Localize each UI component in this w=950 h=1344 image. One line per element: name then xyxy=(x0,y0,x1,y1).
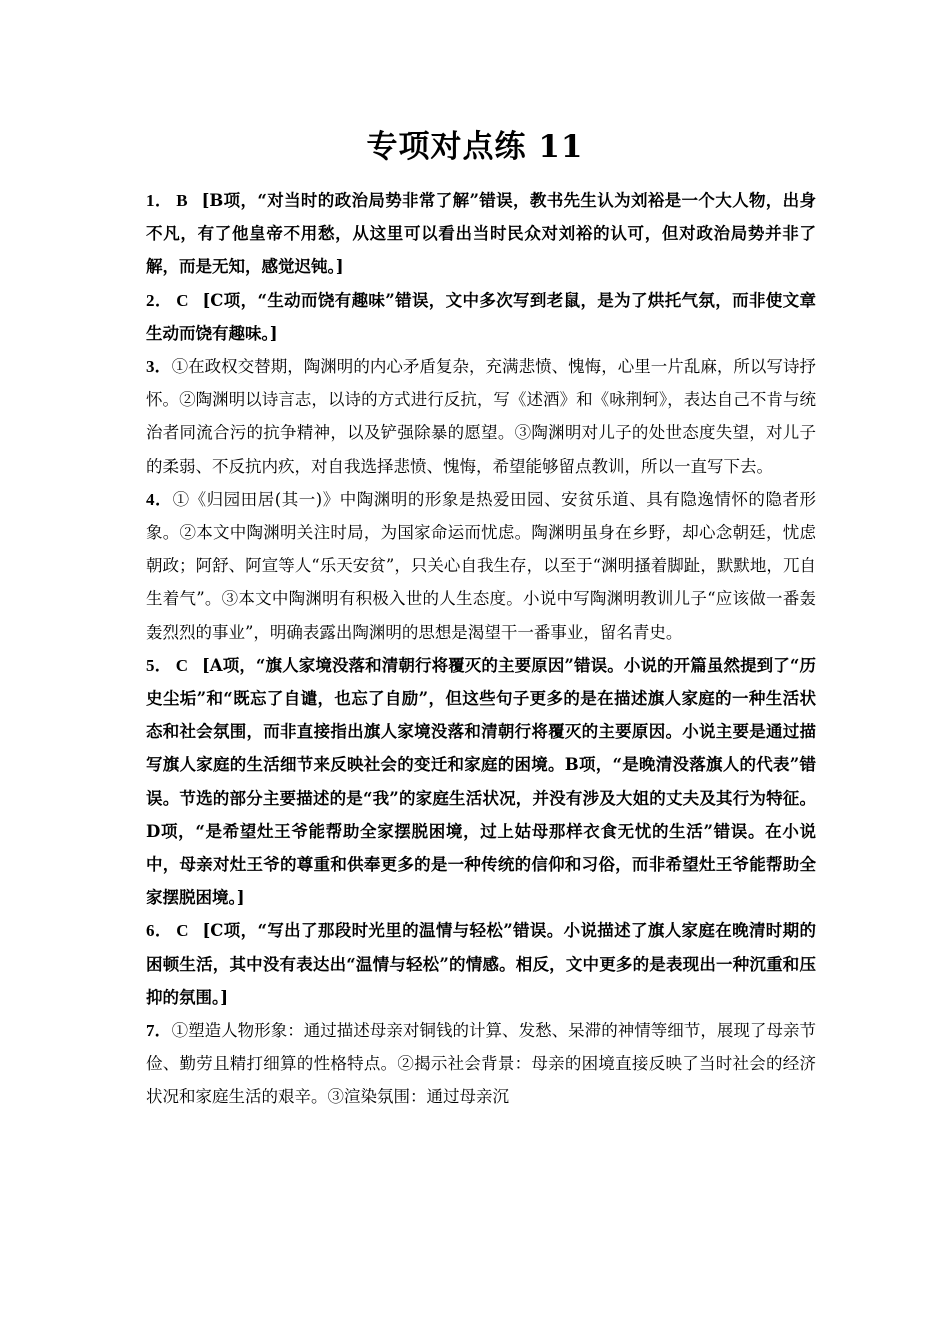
answer-number: 6． xyxy=(146,921,173,941)
answer-choice: B xyxy=(176,191,188,210)
answer-item-7 xyxy=(146,1014,816,1114)
answer-text: [A项，“旗人家境没落和清朝行将覆灭的主要原因”错误。小说的开篇虽然提到了“历史尘垢”和“既忘了自谴，也忘了自励”，但这些句子更多的是在描述旗人家庭的一种生活状态和社会氛围，而非直接指出旗人家境没落和清朝行将覆灭的主要原因。小说主要是通过描写旗人家庭的生活细节来反映社会的变迁和家庭的困境。B项，“是晚清没落旗人的代表”错误。节选的部分主要描述的是“我”的家庭生活状况，并没有涉及大姐的丈夫及其行为特征。D项，“是希望灶王爷能帮助全家摆脱困境，过上姑母那样衣食无忧的生活”错误。在小说中，母亲对灶王爷的尊重和供奉更多的是一种传统的信仰和习俗，而非希望灶王爷能帮助全家摆脱困境。] xyxy=(146,655,816,908)
answer-text: ①《归园田居(其一)》中陶渊明的形象是热爱田园、安贫乐道、具有隐逸情怀的隐者形象。②本文中陶渊明关注时局，为国家命运而忧虑。陶渊明虽身在乡野，却心念朝廷，忧虑朝政；阿舒、阿宣等人“乐天安贫”，只关心自我生存，以至于“渊明搔着脚趾，默默地，兀自生着气”。③本文中陶渊明有积极入世的人生态度。小说中写陶渊明教训儿子“应该做一番轰轰烈烈的事业”，明确表露出陶渊明的思想是渴望干一番事业，留名青史。 xyxy=(146,489,817,642)
answer-text: [C项，“生动而饶有趣味”错误，文中多次写到老鼠，是为了烘托气氛，而非使文章生动而饶有趣味。] xyxy=(146,290,817,343)
answer-choice: C xyxy=(176,290,189,310)
answer-item-5 xyxy=(146,649,816,915)
answer-item-6 xyxy=(146,914,816,1014)
answer-number: 7． xyxy=(146,1021,172,1041)
page-title: 专项对点练 11 xyxy=(366,129,584,165)
answer-number: 5． xyxy=(146,655,172,675)
answer-item-4 xyxy=(146,483,816,649)
answer-number: 4． xyxy=(146,489,173,509)
answer-item-2 xyxy=(146,284,816,350)
answer-list xyxy=(146,184,816,1114)
answer-item-3 xyxy=(146,350,816,483)
answer-text: [C项，“写出了那段时光里的温情与轻松”错误。小说描述了旗人家庭在晚清时期的困顿生活，其中没有表达出“温情与轻松”的情感。相反，文中更多的是表现出一种沉重和压抑的氛围。] xyxy=(146,921,817,1007)
answer-choice: C xyxy=(176,921,189,941)
answer-choice: C xyxy=(175,655,188,675)
answer-number: 2． xyxy=(146,290,173,310)
answer-number: 1． xyxy=(146,191,173,210)
answer-number: 3． xyxy=(146,357,172,377)
answer-text: ①在政权交替期，陶渊明的内心矛盾复杂，充满悲愤、愧悔，心里一片乱麻，所以写诗抒怀。②陶渊明以诗言志，以诗的方式进行反抗，写《述酒》和《咏荆轲》，表达自己不肯与统治者同流合污的抗争精神，以及铲强除暴的愿望。③陶渊明对儿子的处世态度失望，对儿子的柔弱、不反抗内疚，对自我选择悲愤、愧悔，希望能够留点教训，所以一直写下去。 xyxy=(146,357,817,476)
answer-text: [B项，“对当时的政治局势非常了解”错误，教书先生认为刘裕是一个大人物，出身不凡，有了他皇帝不用愁，从这里可以看出当时民众对刘裕的认可，但对政治局势并非了解，而是无知，感觉迟钝。] xyxy=(146,191,817,277)
answer-text: ①塑造人物形象：通过描述母亲对铜钱的计算、发愁、呆滞的神情等细节，展现了母亲节俭、勤劳且精打细算的性格特点。②揭示社会背景：母亲的困境直接反映了当时社会的经济状况和家庭生活的艰辛。③渲染氛围：通过母亲沉 xyxy=(146,1021,817,1107)
answer-item-1 xyxy=(146,184,816,284)
